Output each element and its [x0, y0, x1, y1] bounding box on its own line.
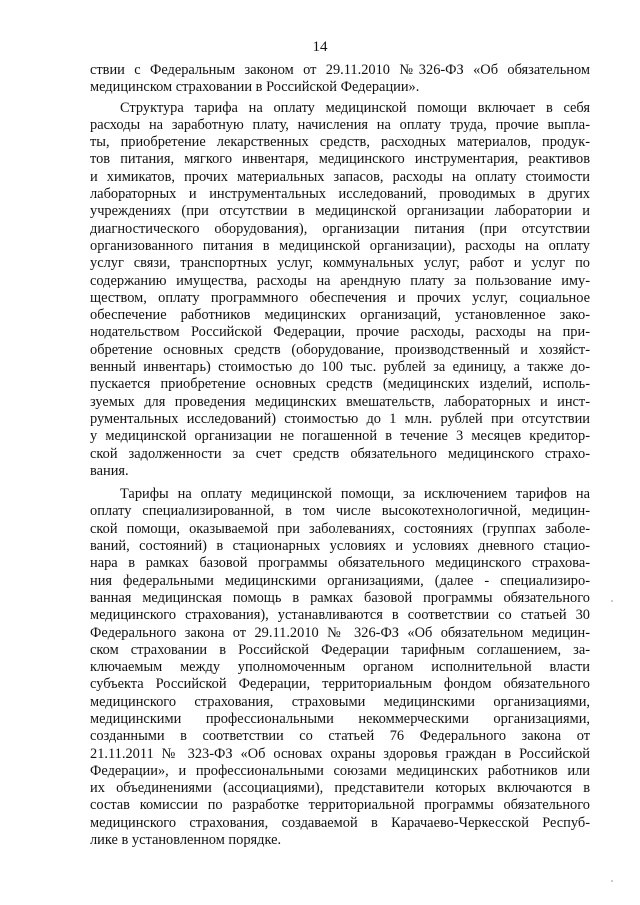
text-line: ты, приобретение лекарственных средств, расходных материалов, продук- — [90, 134, 590, 151]
text-line: медицинского страхования), устанавливаются в соответствии со статьей 30 — [90, 607, 590, 624]
text-line: лике в установленном порядке. — [90, 832, 282, 849]
text-line: ния федеральными медицинскими организациями, (далее - специализиро- — [90, 572, 590, 589]
text-line: состав комиссии по разработке территориальной программы обязательного — [90, 797, 590, 814]
text-line: содержанию имущества, расходы на арендную плату за пользование иму- — [90, 272, 590, 289]
text-line: услуг связи, транспортных услуг, коммунальных услуг, работ и услуг по — [90, 255, 590, 272]
text-line: нодательством Российской Федерации, прочие расходы, расходы на при- — [90, 324, 590, 341]
paragraph — [90, 486, 590, 849]
text-line: венный инвентарь) стоимостью до 100 тыс. рублей за единицу, а также до- — [90, 359, 590, 376]
text-line: учреждениях (при отсутствии в медицинской организации лаборатории и — [90, 203, 590, 220]
text-line: обретение основных средств (оборудование, производственный и хозяйст- — [90, 341, 590, 358]
text-line: медицинском страховании в Российской Федерации». — [90, 79, 420, 96]
text-line: субъекта Российской Федерации, территориальным фондом обязательного — [90, 676, 590, 693]
text-line: медицинского страхования, создаваемой в Карачаево-Черкесской Респуб- — [90, 814, 590, 831]
text-line: обеспечение работников медицинских организаций, установленное зако- — [90, 307, 590, 324]
text-line: их объединениями (ассоциациями), представители которых включаются в — [90, 780, 590, 797]
scan-speck — [611, 880, 613, 882]
text-line: зуемых для проведения медицинских вмешательств, лабораторных и инст- — [90, 393, 590, 410]
text-line: у медицинской организации не погашенной в течение 3 месяцев кредитор- — [90, 428, 590, 445]
text-line: медицинскими профессиональными некоммерческими организациями, — [90, 710, 590, 727]
text-line: Федерации», и профессиональными союзами медицинских работников или — [90, 762, 590, 779]
text-line: лабораторных и инструментальных исследований, проводимых в других — [90, 186, 590, 203]
text-line: ществом, оплату программного обеспечения и прочих услуг, социальное — [90, 289, 590, 306]
text-line: нара в рамках базовой программы обязательного медицинского страхова- — [90, 555, 590, 572]
text-line: 21.11.2011 № 323-ФЗ «Об основах охраны здоровья граждан в Российской — [90, 745, 590, 762]
text-line: диагностического оборудования), организации питания (при отсутствии — [90, 220, 590, 237]
text-line: Федерального закона от 29.11.2010 № 326-ФЗ «Об обязательном медицин- — [90, 624, 590, 641]
text-line: Структура тарифа на оплату медицинской помощи включает в себя — [120, 99, 590, 116]
page-number: 14 — [312, 39, 328, 55]
text-line: ской помощи, оказываемой при заболеваниях, состояниях (группах заболе- — [90, 520, 590, 537]
text-line: ключаемым между уполномоченным органом исполнительной власти — [90, 659, 590, 676]
text-line: пускается приобретение основных средств (медицинских изделий, исполь- — [90, 376, 590, 393]
paragraph — [90, 62, 590, 97]
text-line: организованного питания в медицинской организации), расходы на оплату — [90, 237, 590, 254]
text-line: Тарифы на оплату медицинской помощи, за исключением тарифов на — [120, 486, 590, 503]
text-line: оплату специализированной, в том числе высокотехнологичной, медицин- — [90, 503, 590, 520]
document-body — [90, 62, 590, 849]
scan-speck — [611, 600, 613, 602]
text-line: расходы на заработную плату, начисления на оплату труда, прочие выпла- — [90, 116, 590, 133]
text-line: ванная медицинская помощь в рамках базовой программы обязательного — [90, 589, 590, 606]
text-line: ском страховании в Российской Федерации тарифным соглашением, за- — [90, 641, 590, 658]
text-line: созданными в соответствии со статьей 76 Федерального закона от — [90, 728, 590, 745]
text-line: вания. — [90, 462, 129, 479]
text-line: медицинского страхования, страховыми медицинскими организациями, — [90, 693, 590, 710]
text-line: ской задолженности за счет средств обязательного медицинского страхо- — [90, 445, 590, 462]
text-line: рументальных исследований) стоимостью до 1 млн. рублей при отсутствии — [90, 410, 590, 427]
text-line: ствии с Федеральным законом от 29.11.2010 №326-ФЗ «Об обязательном — [90, 62, 590, 78]
text-line: тов питания, мягкого инвентаря, медицинского инструментария, реактивов — [90, 151, 590, 168]
text-line: и химикатов, прочих материальных запасов, расходы на оплату стоимости — [90, 168, 590, 185]
text-line: ваний, состояний) в стационарных условиях и условиях дневного стацио- — [90, 538, 590, 555]
paragraph — [90, 100, 590, 481]
